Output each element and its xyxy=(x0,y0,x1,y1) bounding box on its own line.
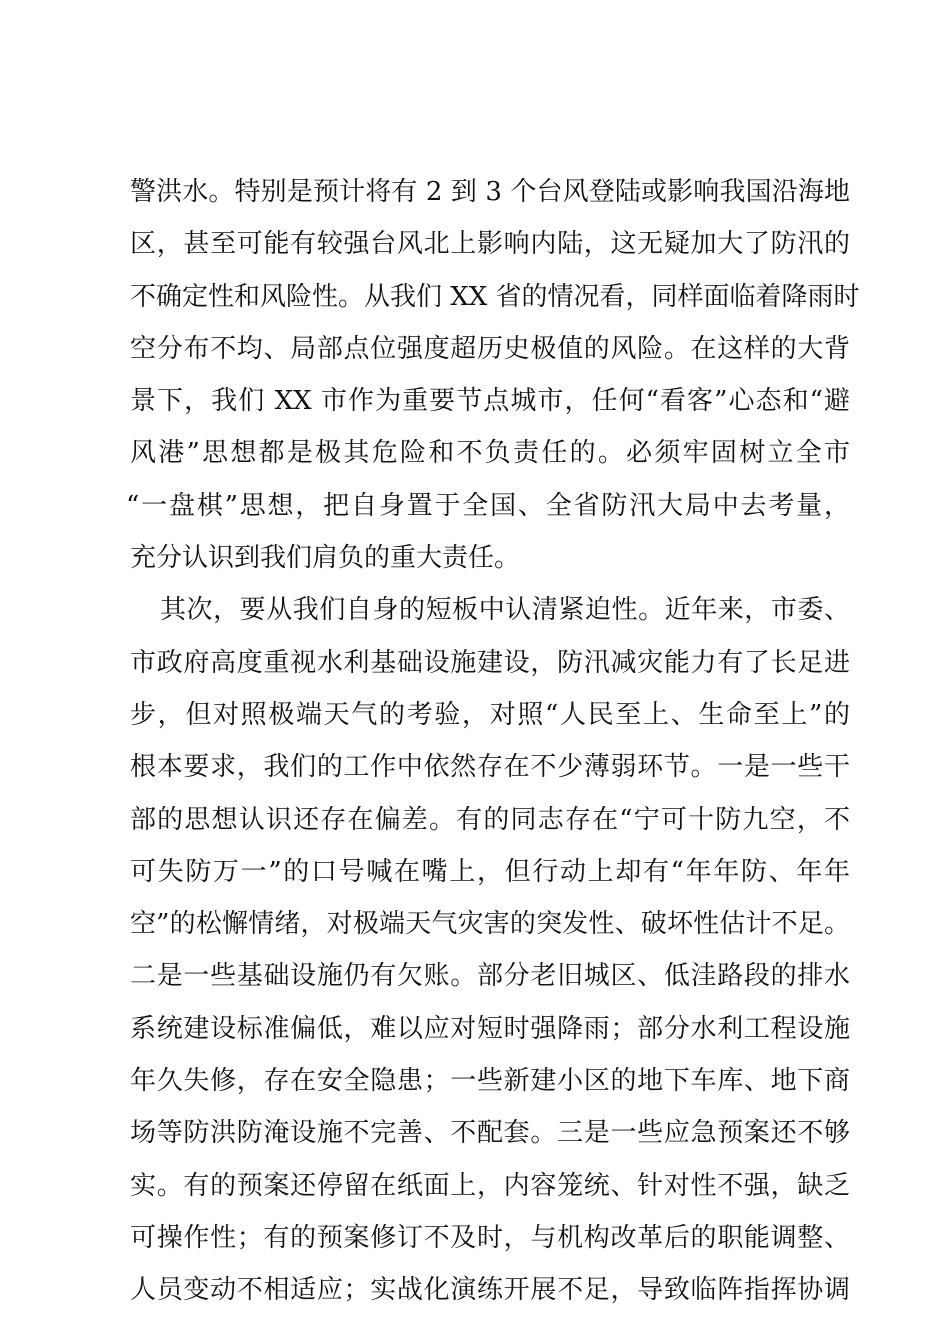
text-line: 年久失修，存在安全隐患；一些新建小区的地下车库、地下商 xyxy=(130,1066,850,1097)
text-line: 景下，我们 XX 市作为重要节点城市，任何“看客”心态和“避 xyxy=(130,386,850,417)
text-line: 风港”思想都是极其危险和不负责任的。必须牢固树立全市 xyxy=(130,438,850,469)
text-line: 充分认识到我们肩负的重大责任。 xyxy=(130,543,521,574)
text-line: “一盘棋”思想，把自身置于全国、全省防汛大局中去考量， xyxy=(126,490,850,521)
text-line: 区，甚至可能有较强台风北上影响内陆，这无疑加大了防汛的 xyxy=(130,229,850,260)
text-line: 不确定性和风险性。从我们 XX 省的情况看，同样面临着降雨时 xyxy=(130,281,860,312)
text-line: 空分布不均、局部点位强度超历史极值的风险。在这样的大背 xyxy=(130,333,850,364)
text-line: 空”的松懈情绪，对极端天气灾害的突发性、破坏性估计不足。 xyxy=(130,909,850,940)
text-line: 根本要求，我们的工作中依然存在不少薄弱环节。一是一些干 xyxy=(130,752,850,783)
body-text xyxy=(126,166,860,1317)
text-line: 可操作性；有的预案修订不及时，与机构改革后的职能调整、 xyxy=(130,1222,850,1253)
text-line: 人员变动不相适应；实战化演练开展不足，导致临阵指挥协调 xyxy=(130,1275,850,1306)
text-line: 警洪水。特别是预计将有 2 到 3 个台风登陆或影响我国沿海地 xyxy=(130,177,850,207)
text-line: 步，但对照极端天气的考验，对照“人民至上、生命至上”的 xyxy=(130,699,850,730)
text-line: 部的思想认识还存在偏差。有的同志存在“宁可十防九空，不 xyxy=(130,804,850,835)
text-line: 系统建设标准偏低，难以应对短时强降雨；部分水利工程设施 xyxy=(130,1013,850,1044)
text-line: 市政府高度重视水利基础设施建设，防汛减灾能力有了长足进 xyxy=(130,647,850,678)
text-line: 可失防万一”的口号喊在嘴上，但行动上却有“年年防、年年 xyxy=(130,856,850,887)
text-line: 二是一些基础设施仍有欠账。部分老旧城区、低洼路段的排水 xyxy=(130,961,850,992)
text-line: 实。有的预案还停留在纸面上，内容笼统、针对性不强，缺乏 xyxy=(130,1170,850,1201)
text-line: 场等防洪防淹设施不完善、不配套。三是一些应急预案还不够 xyxy=(130,1118,850,1149)
paragraph-start-line: 其次，要从我们自身的短板中认清紧迫性。近年来，市委、 xyxy=(160,595,850,626)
